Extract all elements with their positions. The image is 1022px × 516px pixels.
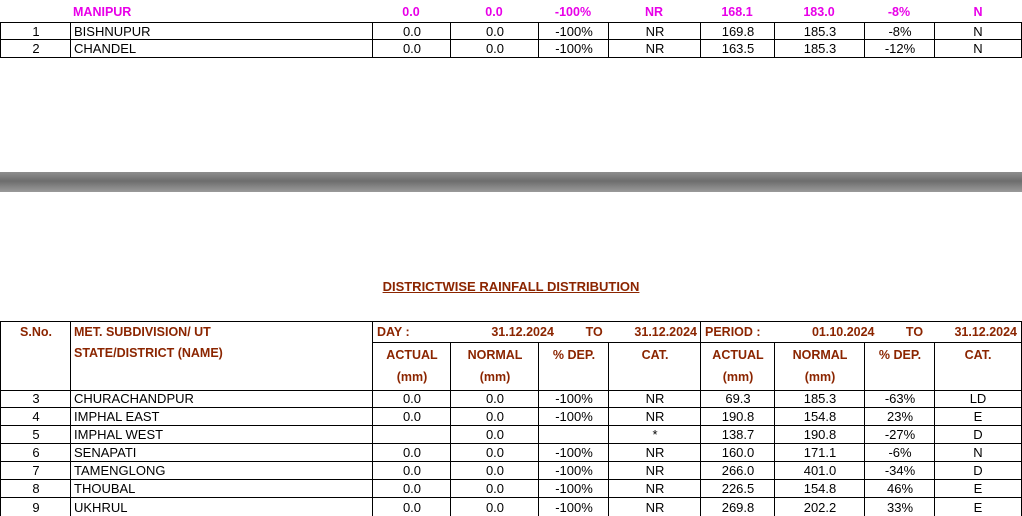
period-actual: 168.1: [721, 5, 753, 19]
sno-cell: 7: [0, 462, 71, 480]
day-normal: 0.0: [450, 498, 539, 516]
table-row: [0, 426, 1022, 444]
period-normal: 171.1: [774, 444, 865, 462]
top-table: [0, 2, 1022, 58]
day-dep: -100%: [538, 22, 609, 40]
table-row: [0, 498, 1022, 516]
period-dep: -8%: [887, 5, 911, 19]
day-actual: 0.0: [372, 480, 451, 498]
header-columns: [0, 342, 1022, 391]
day-actual: 0.0: [372, 390, 451, 408]
day-dep: -100%: [538, 462, 609, 480]
period-actual: 163.5: [700, 39, 775, 58]
period-actual: 269.8: [700, 498, 775, 516]
header-day-range: [372, 321, 701, 342]
section-title: DISTRICTWISE RAINFALL DISTRIBUTION: [382, 279, 640, 294]
header-period-to-word: TO: [905, 325, 924, 339]
district-name: IMPHAL WEST: [70, 426, 373, 444]
state-name: MANIPUR: [73, 5, 132, 19]
period-dep: 33%: [864, 498, 935, 516]
sno-cell: 4: [0, 408, 71, 426]
district-name: CHURACHANDPUR: [70, 390, 373, 408]
day-dep: -100%: [554, 5, 592, 19]
period-actual: 160.0: [700, 444, 775, 462]
day-actual: 0.0: [372, 39, 451, 58]
day-normal: 0.0: [450, 462, 539, 480]
day-actual: [372, 426, 451, 444]
table-row: [0, 390, 1022, 408]
day-normal: 0.0: [485, 5, 503, 19]
header-sno: S.No.: [0, 321, 71, 391]
period-cat: N: [934, 444, 1022, 462]
period-actual: 226.5: [700, 480, 775, 498]
day-cat: NR: [644, 5, 664, 19]
header-subdivision-line1: MET. SUBDIVISION/ UT: [74, 325, 211, 339]
period-normal: 202.2: [774, 498, 865, 516]
sno-cell: 2: [0, 39, 71, 58]
header-normal-label: NORMAL: [792, 348, 848, 362]
sno-cell: 3: [0, 390, 71, 408]
day-actual: 0.0: [372, 498, 451, 516]
day-cat: NR: [608, 408, 701, 426]
header-day-actual: [372, 342, 451, 391]
sno-cell: 5: [0, 426, 71, 444]
period-cat: N: [934, 39, 1022, 58]
day-dep: -100%: [538, 480, 609, 498]
day-normal: 0.0: [450, 390, 539, 408]
day-normal: 0.0: [450, 408, 539, 426]
period-cat: LD: [934, 390, 1022, 408]
header-normal-label: NORMAL: [467, 348, 523, 362]
header-unit-label: (mm): [396, 370, 428, 384]
header-actual-label: ACTUAL: [386, 348, 438, 362]
district-name: THOUBAL: [70, 480, 373, 498]
day-normal: 0.0: [450, 444, 539, 462]
period-actual: 266.0: [700, 462, 775, 480]
period-actual: 169.8: [700, 22, 775, 40]
day-actual: 0.0: [402, 5, 420, 19]
table-row: [0, 462, 1022, 480]
period-normal: 185.3: [774, 22, 865, 40]
day-normal: 0.0: [450, 39, 539, 58]
day-dep: -100%: [538, 408, 609, 426]
period-cat: D: [934, 462, 1022, 480]
period-actual: 69.3: [700, 390, 775, 408]
period-dep: -63%: [864, 390, 935, 408]
header-period-normal: [774, 342, 865, 391]
day-actual: 0.0: [372, 22, 451, 40]
period-cat: E: [934, 408, 1022, 426]
table-row: [0, 39, 1022, 58]
sno-cell: 8: [0, 480, 71, 498]
period-dep: -27%: [864, 426, 935, 444]
day-cat: NR: [608, 22, 701, 40]
table-row: [0, 444, 1022, 462]
period-dep: 46%: [864, 480, 935, 498]
header-period-from: 01.10.2024: [811, 325, 875, 339]
district-name: TAMENGLONG: [70, 462, 373, 480]
header-day-cat: CAT.: [608, 342, 701, 391]
district-name: IMPHAL EAST: [70, 408, 373, 426]
district-name: BISHNUPUR: [70, 22, 373, 40]
period-dep: -8%: [864, 22, 935, 40]
day-cat: *: [608, 426, 701, 444]
day-normal: 0.0: [450, 22, 539, 40]
day-normal: 0.0: [450, 426, 539, 444]
period-cat: E: [934, 480, 1022, 498]
state-row: [0, 2, 1022, 22]
sno-cell: 1: [0, 22, 71, 40]
period-cat: D: [934, 426, 1022, 444]
header-period-label: PERIOD :: [705, 325, 761, 339]
header-subdivision-line2: STATE/DISTRICT (NAME): [74, 346, 223, 360]
sno-cell: 9: [0, 498, 71, 516]
day-dep: [538, 426, 609, 444]
table-row: [0, 22, 1022, 40]
header-day-label: DAY :: [377, 325, 410, 339]
day-cat: NR: [608, 462, 701, 480]
day-cat: NR: [608, 480, 701, 498]
page-separator: [0, 172, 1022, 192]
header-actual-label: ACTUAL: [712, 348, 764, 362]
period-cat: E: [934, 498, 1022, 516]
header-period-cat: CAT.: [934, 342, 1022, 391]
day-cat: NR: [608, 39, 701, 58]
period-normal: 154.8: [774, 408, 865, 426]
header-day-normal: [450, 342, 539, 391]
day-dep: -100%: [538, 390, 609, 408]
period-cat: N: [973, 5, 983, 19]
table-row: [0, 480, 1022, 498]
period-dep: -6%: [864, 444, 935, 462]
header-day-to-word: TO: [585, 325, 603, 339]
period-dep: 23%: [864, 408, 935, 426]
header-unit-label: (mm): [722, 370, 754, 384]
day-actual: 0.0: [372, 462, 451, 480]
period-normal: 185.3: [774, 39, 865, 58]
period-normal: 190.8: [774, 426, 865, 444]
period-normal: 183.0: [803, 5, 835, 19]
district-name: UKHRUL: [70, 498, 373, 516]
sno-cell: [0, 2, 70, 22]
header-period-range: [700, 321, 1022, 342]
header-unit-label: (mm): [479, 370, 511, 384]
period-normal: 185.3: [774, 390, 865, 408]
period-cat: N: [934, 22, 1022, 40]
day-actual: 0.0: [372, 408, 451, 426]
day-actual: 0.0: [372, 444, 451, 462]
period-actual: 190.8: [700, 408, 775, 426]
header-unit-label: (mm): [804, 370, 836, 384]
header-period-actual: [700, 342, 775, 391]
day-normal: 0.0: [450, 480, 539, 498]
header-period-dep: % DEP.: [864, 342, 935, 391]
period-normal: 401.0: [774, 462, 865, 480]
period-dep: -12%: [864, 39, 935, 58]
period-dep: -34%: [864, 462, 935, 480]
day-dep: -100%: [538, 39, 609, 58]
district-table: [0, 390, 1022, 516]
sno-cell: 6: [0, 444, 71, 462]
period-actual: 138.7: [700, 426, 775, 444]
header-day-dep: % DEP.: [538, 342, 609, 391]
period-normal: 154.8: [774, 480, 865, 498]
table-row: [0, 408, 1022, 426]
table-header: [0, 321, 1022, 391]
district-name: SENAPATI: [70, 444, 373, 462]
header-period-to: 31.12.2024: [954, 325, 1017, 339]
header-day-to: 31.12.2024: [634, 325, 697, 339]
header-day-from: 31.12.2024: [491, 325, 554, 339]
day-cat: NR: [608, 390, 701, 408]
day-dep: -100%: [538, 498, 609, 516]
day-cat: NR: [608, 498, 701, 516]
day-dep: -100%: [538, 444, 609, 462]
day-cat: NR: [608, 444, 701, 462]
district-name: CHANDEL: [70, 39, 373, 58]
